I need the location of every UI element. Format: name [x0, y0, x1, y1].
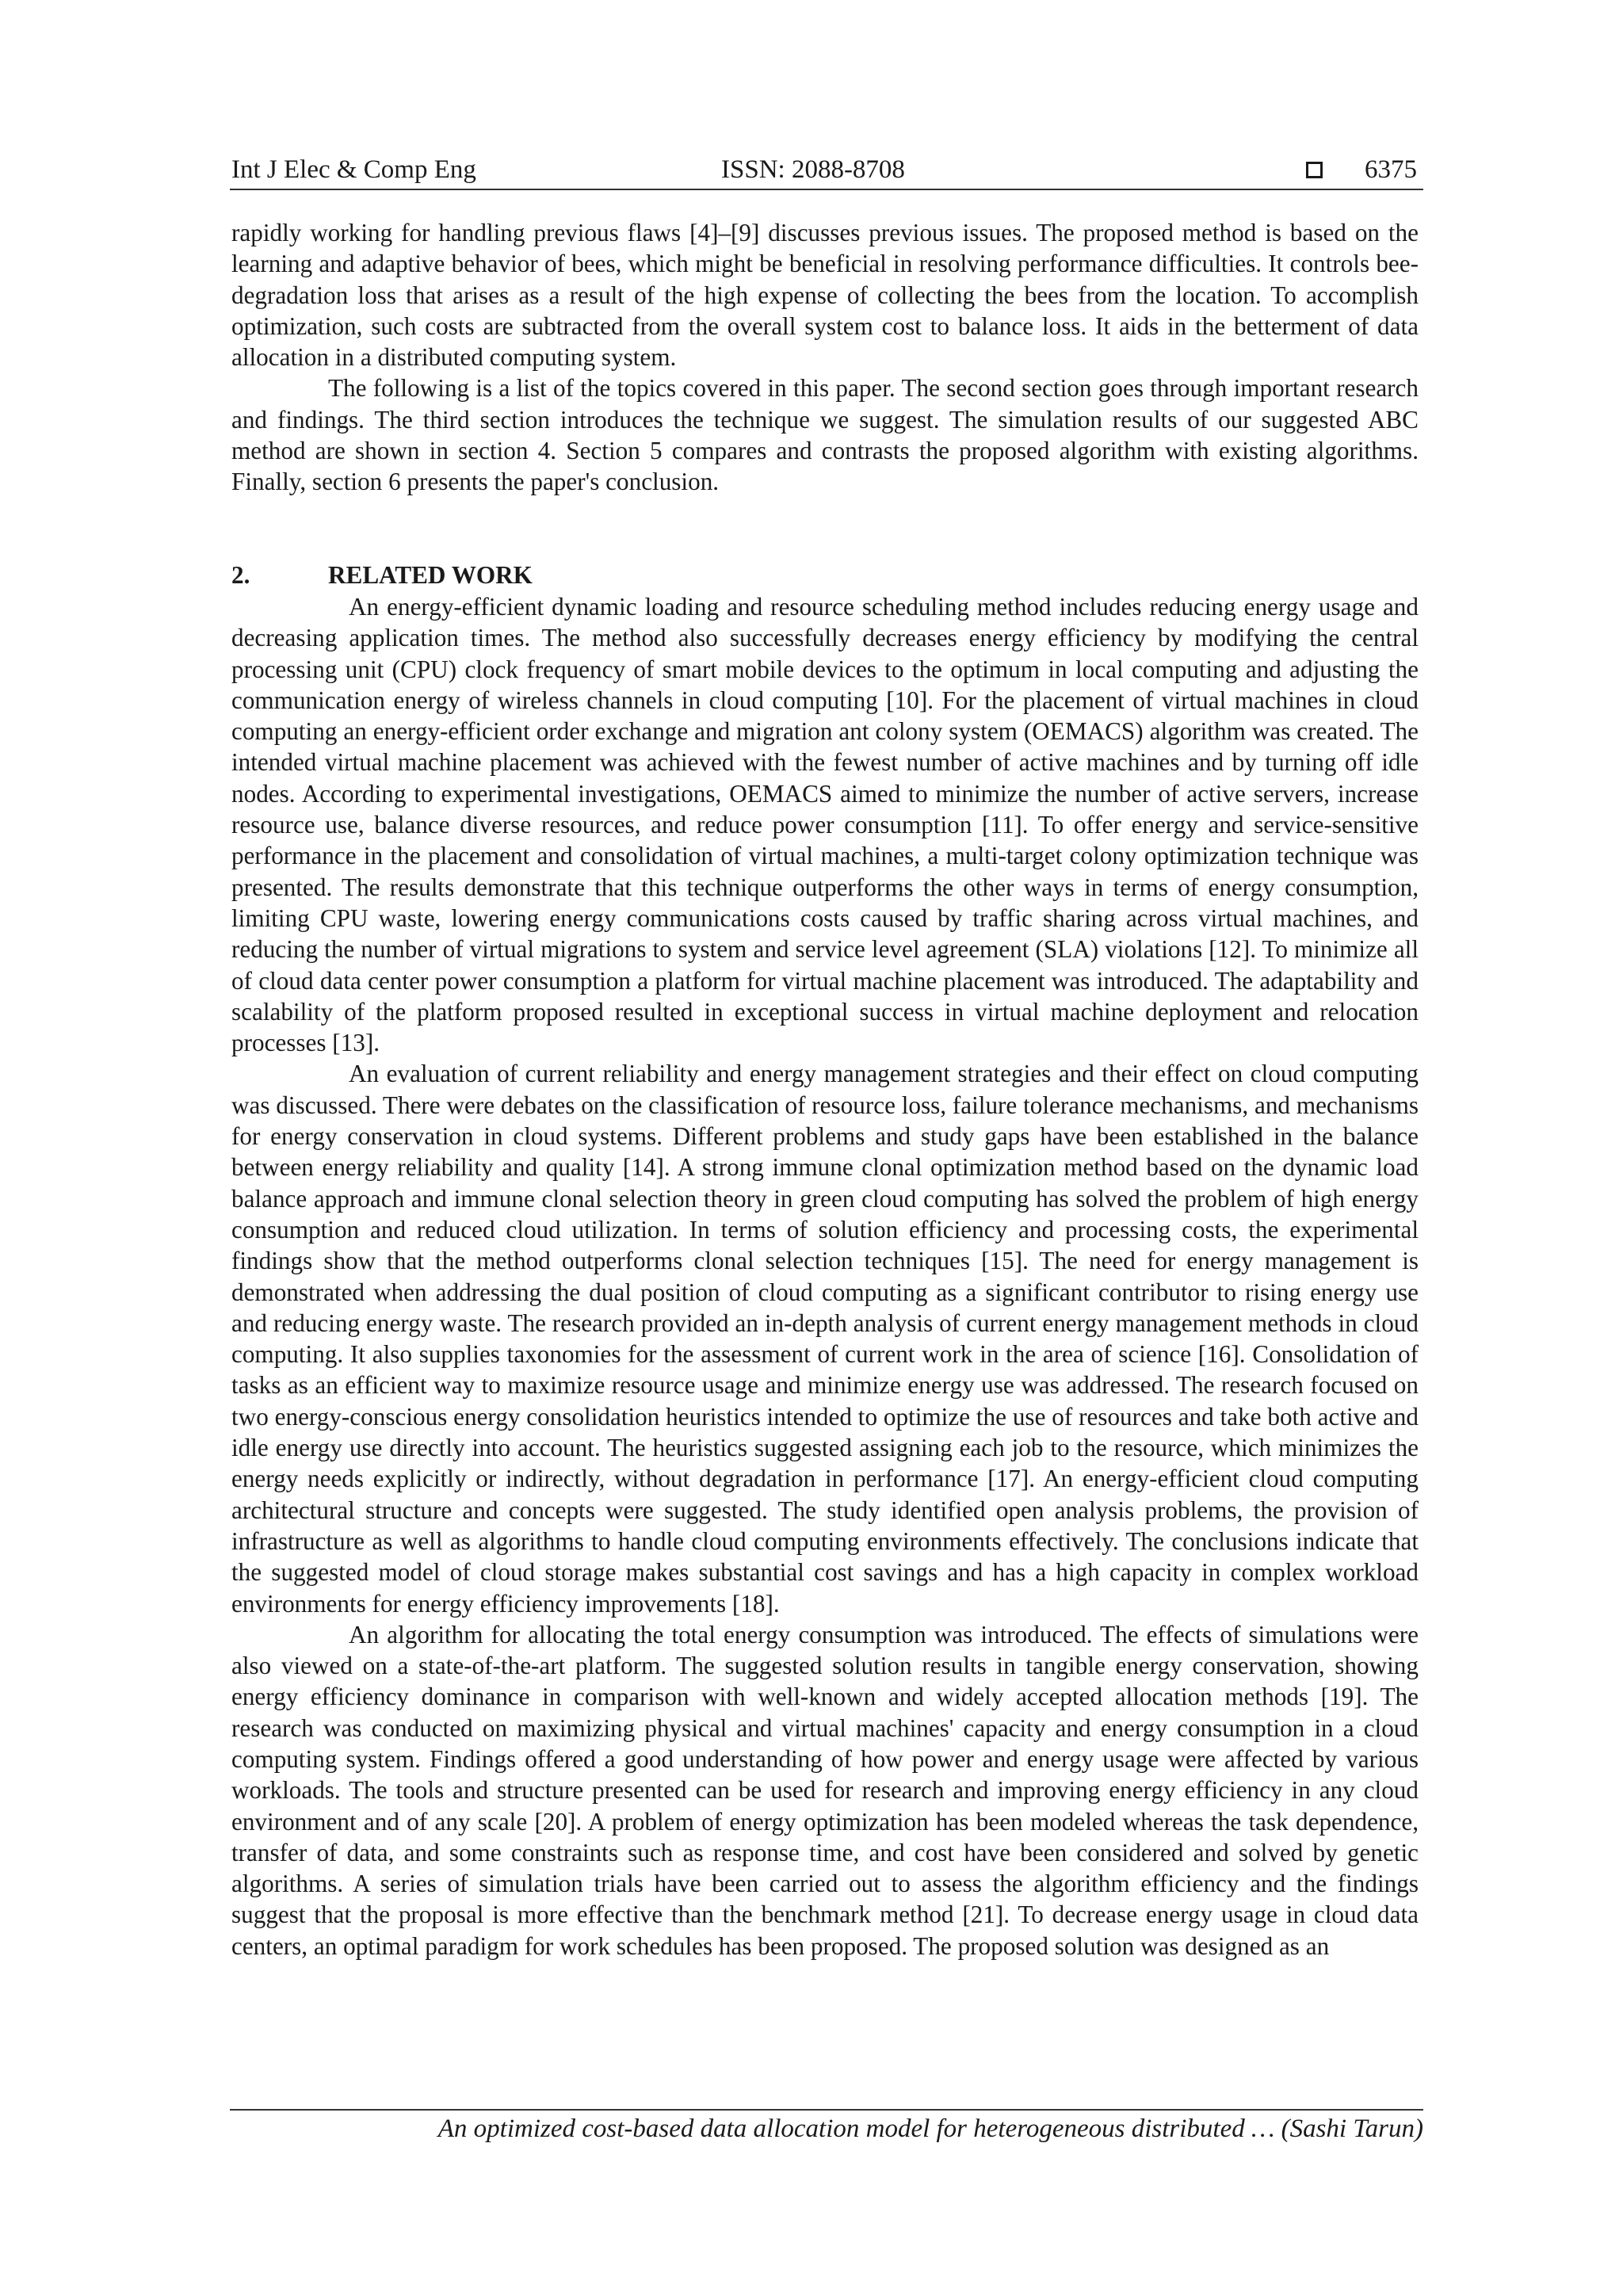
running-footer: An optimized cost-based data allocation model for heterogeneous distributed … (Sashi Tarun) — [437, 2115, 1423, 2143]
intro-text — [231, 217, 1419, 498]
page-number: 6375 — [1365, 155, 1417, 184]
related-work-paragraph-2: An evaluation of current reliability and energy management strategies and their effect on cloud computing was discussed. There were debates on the classification of resource loss, failure tolerance mechanisms, and mechanisms for energy conservation in cloud systems. Different problems and study gaps have been established in the balance between energy reliability and quality [14]. A strong immune clonal optimization method based on the dynamic load balance approach and immune clonal selection theory in green cloud computing has solved the problem of high energy consumption and reduced cloud utilization. In terms of solution efficiency and processing costs, the experimental findings show that the method outperforms clonal selection techniques [15]. The need for energy management is demonstrated when addressing the dual position of cloud computing as a significant contributor to rising energy use and reducing energy waste. The research provided an in-depth analysis of current energy management methods in cloud computing. It also supplies taxonomies for the assessment of current work in the area of science [16]. Consolidation of tasks as an efficient way to maximize resource usage and minimize energy use was addressed. The research focused on two energy-conscious energy consolidation heuristics intended to optimize the use of resources and take both active and idle energy use directly into account. The heuristics suggested assigning each job to the resource, which minimizes the energy needs explicitly or indirectly, without degradation in performance [17]. An energy-efficient cloud computing architectural structure and concepts were suggested. The study identified open analysis problems, the provision of infrastructure as well as algorithms to handle cloud computing environments effectively. The conclusions indicate that the suggested model of cloud storage makes substantial cost savings and has a high capacity in complex workload environments for energy efficiency improvements [18]. — [231, 1060, 1419, 1618]
section-number: 2. — [231, 561, 250, 589]
related-work-paragraph-3: An algorithm for allocating the total energy consumption was introduced. The effects of simulations were also viewed on a state-of-the-art platform. The suggested solution results in tangible energy conservation, showing energy efficiency dominance in comparison with well-known and widely accepted allocation methods [19]. The research was conducted on maximizing physical and virtual machines' capacity and energy consumption in a cloud computing system. Findings offered a good understanding of how power and energy usage were affected by various workloads. The tools and structure presented can be used for research and improving energy efficiency in any cloud environment and of any scale [20]. A problem of energy optimization has been modeled whereas the task dependence, transfer of data, and some constraints such as response time, and cost have been considered and solved by genetic algorithms. A series of simulation trials have been carried out to assess the algorithm efficiency and the findings suggest that the proposal is more effective than the benchmark method [21]. To decrease energy usage in cloud data centers, an optimal paradigm for work schedules has been proposed. The proposed solution was designed as an — [231, 1620, 1419, 1960]
issn-label: ISSN: 2088-8708 — [721, 155, 905, 184]
related-work-paragraph-1: An energy-efficient dynamic loading and resource scheduling method includes reducing energy usage and decreasing application times. The method also successfully decreases energy efficiency by modifying the central processing unit (CPU) clock frequency of smart mobile devices to the optimum in local computing and adjusting the communication energy of wireless channels in cloud computing [10]. For the placement of virtual machines in cloud computing an energy-efficient order exchange and migration ant colony system (OEMACS) algorithm was created. The intended virtual machine placement was achieved with the fewest number of active machines and by turning off idle nodes. According to experimental investigations, OEMACS aimed to minimize the number of active servers, increase resource use, balance diverse resources, and reduce power consumption [11]. To offer energy and service-sensitive performance in the placement and consolidation of virtual machines, a multi-target colony optimization technique was presented. The results demonstrate that this technique outperforms the other ways in terms of energy consumption, limiting CPU waste, lowering energy communications costs caused by traffic sharing across virtual machines, and reducing the number of virtual migrations to system and service level agreement (SLA) violations [12]. To minimize all of cloud data center power consumption a platform for virtual machine placement was introduced. The adaptability and scalability of the platform proposed resulted in exceptional success in virtual machine deployment and relocation processes [13]. — [231, 593, 1419, 1057]
intro-paragraph-continued: rapidly working for handling previous flaws [4]–[9] discusses previous issues. The proposed method is based on the learning and adaptive behavior of bees, which might be beneficial in resolving performance difficulties. It controls bee-degradation loss that arises as a result of the high expense of collecting the bees from the location. To accomplish optimization, such costs are subtracted from the overall system cost to balance loss. It aids in the betterment of data allocation in a distributed computing system. — [231, 219, 1419, 372]
page-header — [230, 152, 1423, 192]
header-divider — [230, 189, 1423, 190]
related-work-text — [231, 591, 1419, 1962]
section-title: RELATED WORK — [328, 561, 533, 589]
journal-name: Int J Elec & Comp Eng — [231, 155, 476, 184]
section-heading — [231, 560, 533, 591]
square-box-icon — [1306, 162, 1323, 178]
footer-divider — [230, 2109, 1423, 2111]
intro-paragraph-outline: The following is a list of the topics covered in this paper. The second section goes through important research and findings. The third section introduces the technique we suggest. The simulation results of our suggested ABC method are shown in section 4. Section 5 compares and contrasts the proposed algorithm with existing algorithms. Finally, section 6 presents the paper's conclusion. — [231, 374, 1419, 496]
